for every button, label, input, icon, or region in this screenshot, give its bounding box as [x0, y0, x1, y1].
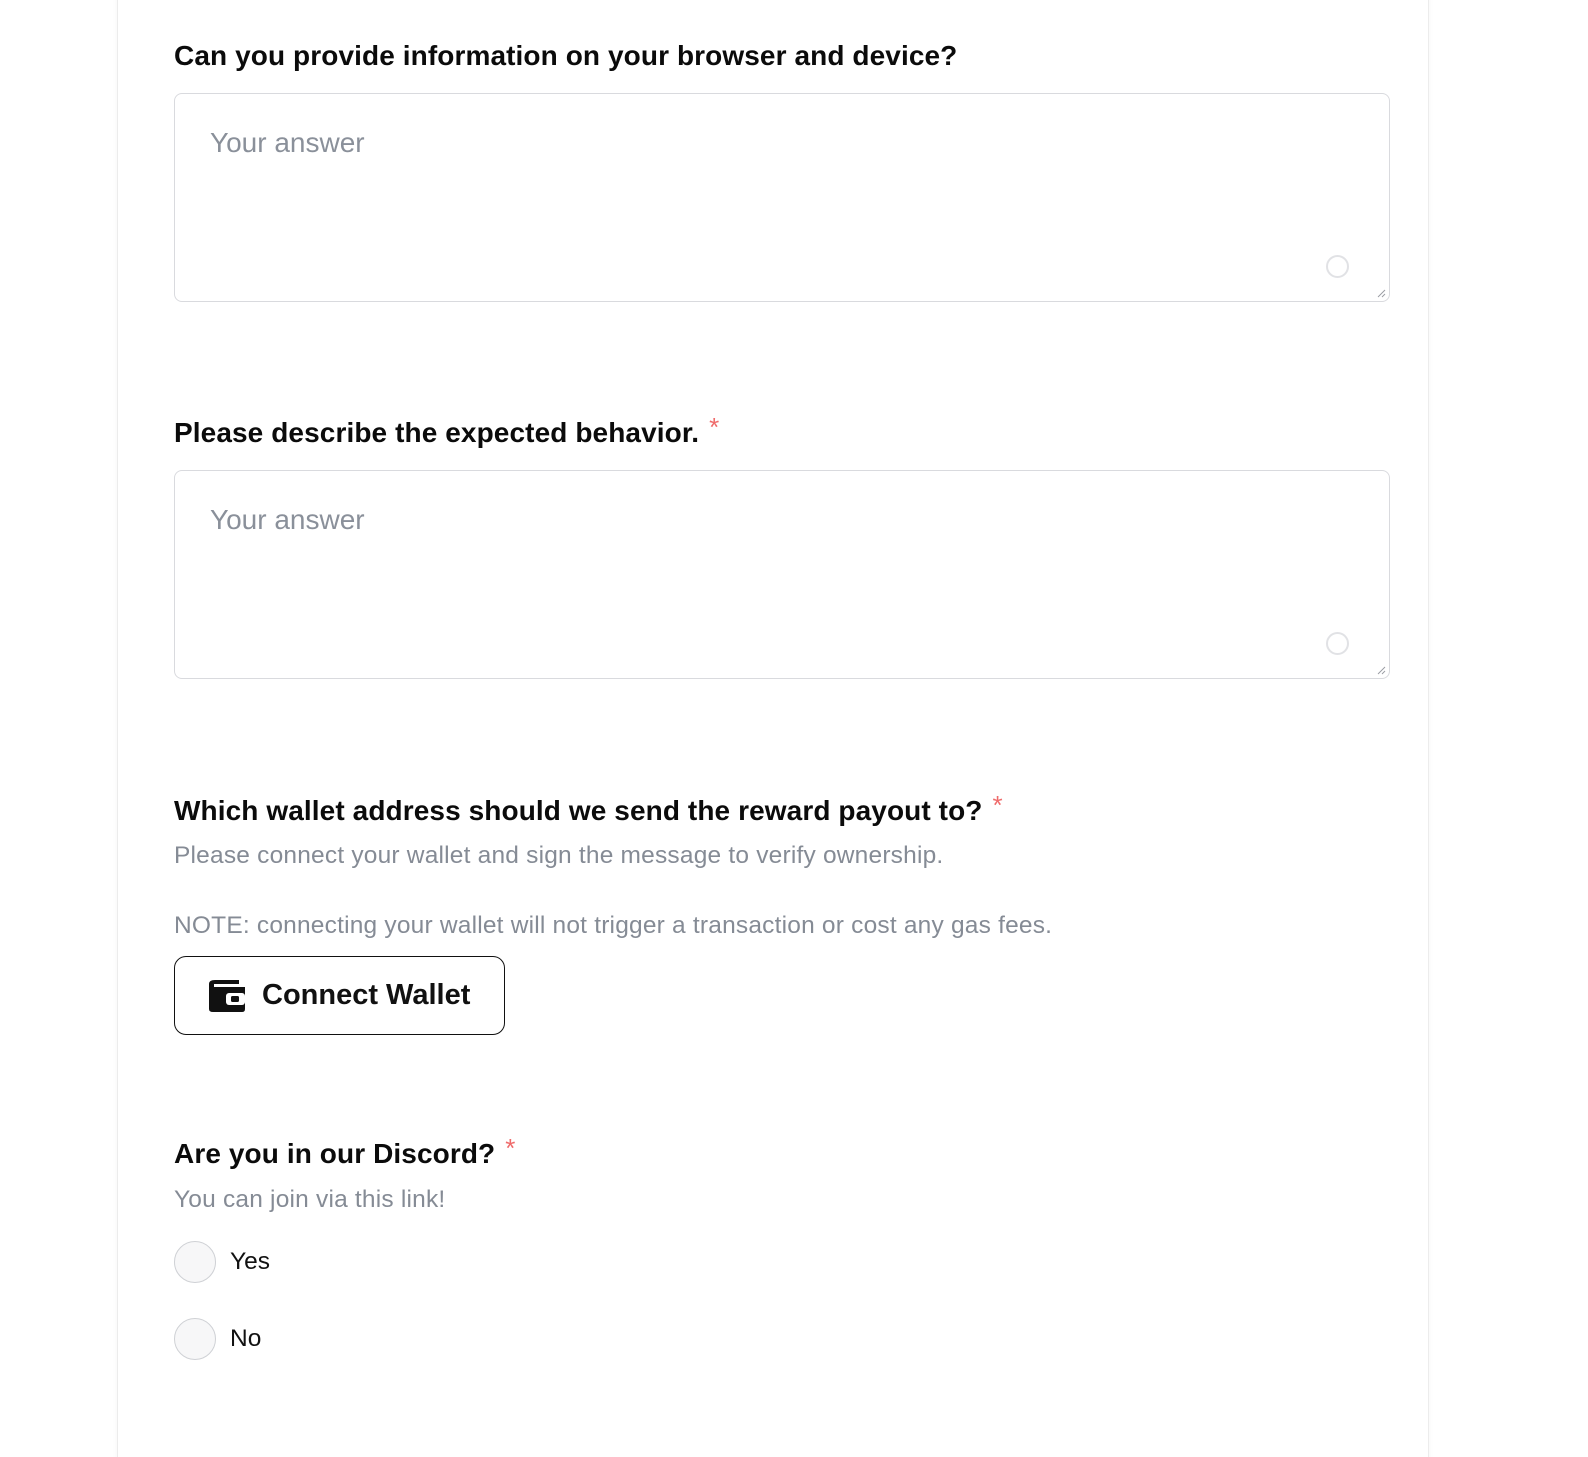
answer-placeholder: Your answer — [210, 127, 365, 158]
question-title-text: Please describe the expected behavior. — [174, 417, 700, 448]
resize-handle-icon[interactable] — [1376, 665, 1386, 675]
expected-behavior-answer-field[interactable] — [174, 470, 1390, 679]
connect-wallet-button[interactable] — [174, 956, 505, 1035]
required-marker: * — [709, 412, 720, 442]
status-circle-icon — [1326, 632, 1349, 655]
wallet-note-text: NOTE: connecting your wallet will not trigger a transaction or cost any gas fees. — [174, 912, 1053, 939]
radio-button[interactable] — [174, 1241, 216, 1283]
radio-option-no[interactable] — [174, 1318, 261, 1360]
resize-handle-icon[interactable] — [1376, 288, 1386, 298]
radio-option-yes[interactable] — [174, 1241, 270, 1283]
radio-label-no: No — [230, 1325, 262, 1352]
wallet-help-text: Please connect your wallet and sign the message to verify ownership. — [174, 842, 944, 869]
question-discord-title — [174, 1133, 516, 1170]
radio-button[interactable] — [174, 1318, 216, 1360]
question-title-text: Are you in our Discord? — [174, 1138, 496, 1169]
required-marker: * — [992, 790, 1003, 820]
discord-help-text: You can join via this link! — [174, 1186, 446, 1213]
connect-wallet-label: Connect Wallet — [262, 979, 471, 1011]
browser-device-answer-field[interactable] — [174, 93, 1390, 302]
radio-label-yes: Yes — [230, 1248, 270, 1275]
answer-placeholder: Your answer — [210, 504, 365, 535]
question-wallet-address-title — [174, 790, 1003, 827]
wallet-icon — [209, 979, 245, 1013]
question-browser-device-title — [174, 40, 957, 72]
question-expected-behavior-title — [174, 412, 720, 449]
status-circle-icon — [1326, 255, 1349, 278]
question-title-text: Which wallet address should we send the reward payout to? — [174, 795, 983, 826]
question-title-text: Can you provide information on your browser and device? — [174, 40, 958, 71]
required-marker: * — [505, 1133, 516, 1163]
